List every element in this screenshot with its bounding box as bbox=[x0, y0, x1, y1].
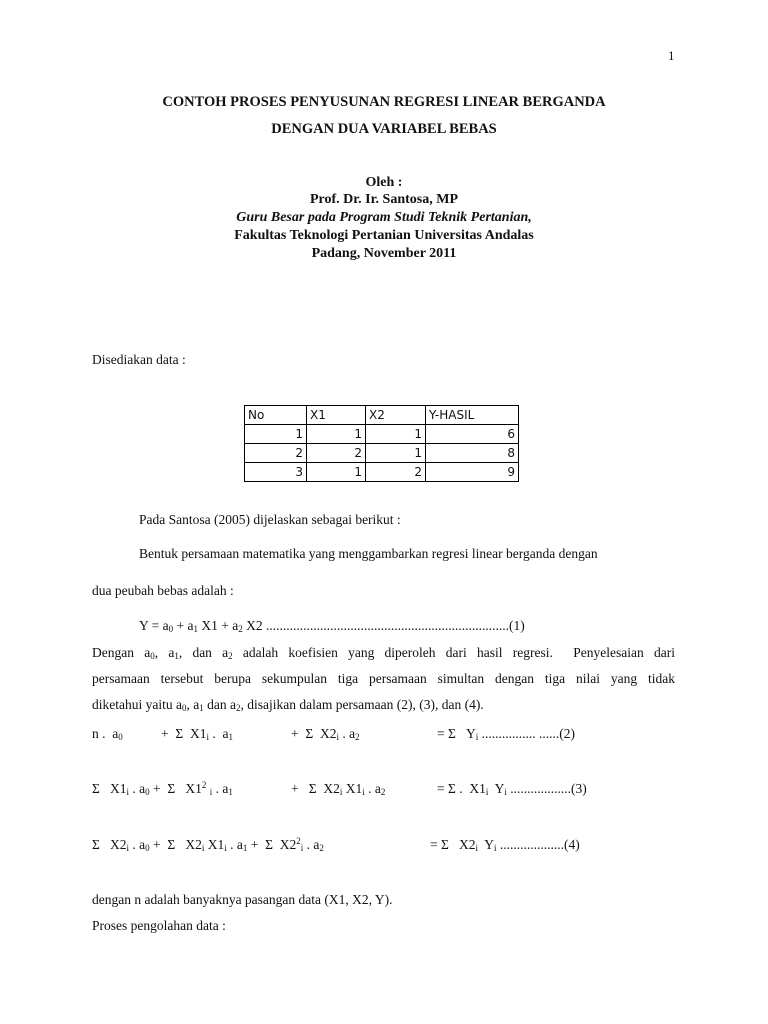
table-cell: 1 bbox=[307, 425, 366, 444]
page-number: 1 bbox=[668, 48, 675, 63]
table-cell: 1 bbox=[245, 425, 307, 444]
equation-1: $Y = a_0 + a_1$ $X1 + a_2$ X2 ........................................................................(1) bbox=[139, 618, 525, 634]
table-cell: 2 bbox=[307, 444, 366, 463]
equation-2-tail: ................ ......(2) bbox=[481, 726, 575, 741]
table-cell: 8 bbox=[426, 444, 519, 463]
title-line-2: DENGAN DUA VARIABEL BEBAS bbox=[271, 121, 497, 137]
table-cell: 1 bbox=[366, 444, 426, 463]
equation-4-tail: ...................(4) bbox=[499, 837, 580, 852]
data-table bbox=[244, 405, 519, 482]
paragraph-form-line-2: dua peubah bebas adalah : bbox=[92, 583, 234, 598]
paragraph-form-line-1: Bentuk persamaan matematika yang menggambarkan regresi linear berganda dengan bbox=[139, 546, 598, 561]
table-cell: 9 bbox=[426, 463, 519, 482]
author-by: Oleh : bbox=[365, 175, 403, 190]
table-header-cell: No bbox=[245, 406, 307, 425]
equation-1-tail: ........................................................................(1) bbox=[265, 618, 525, 633]
table-header-cell: Y-HASIL bbox=[426, 406, 519, 425]
table-cell: 2 bbox=[366, 463, 426, 482]
table-row bbox=[245, 444, 519, 463]
paragraph-coef-line-3: diketahui yaitu $a_0$, $a_1$ dan $a_2$, disajikan dalam persamaan (2), (3), dan (4). bbox=[92, 697, 484, 713]
author-faculty: Fakultas Teknologi Pertanian Universitas Andalas bbox=[234, 228, 534, 243]
author-role: Guru Besar pada Program Studi Teknik Pertanian, bbox=[236, 210, 532, 225]
equation-4: Σ $X2_i$ . $a_0 + \Sigma$ $X2_i$ $X1_i$ . $a_1 + \Sigma$ $X2^2_i$ . $a_2$ = Σ $X2_i$ $Y_i$ ...................(4) bbox=[92, 836, 580, 853]
table-cell: 6 bbox=[426, 425, 519, 444]
equation-3-tail: ..................(3) bbox=[510, 781, 587, 796]
paragraph-coef-line-1: Dengan $a_0$, $a_1$, dan $a_2$ adalah koefisien yang diperoleh dari hasil regresi. Penyelesaian dari bbox=[92, 645, 675, 661]
table-cell: 3 bbox=[245, 463, 307, 482]
author-place-date: Padang, November 2011 bbox=[311, 246, 457, 261]
table-cell: 2 bbox=[245, 444, 307, 463]
paragraph-coef-line-2: persamaan tersebut berupa sekumpulan tiga persamaan simultan dengan tiga nilai yang tidak bbox=[92, 671, 675, 686]
paragraph-process-heading: Proses pengolahan data : bbox=[92, 918, 226, 933]
equation-2: n . $a_0$ + Σ $X1_i$ . $a_1$ + Σ $X2_i$ . $a_2$ = Σ $Y_i$ ................ ......(2) bbox=[92, 726, 575, 742]
table-header-cell: X1 bbox=[307, 406, 366, 425]
title-line-1: CONTOH PROSES PENYUSUNAN REGRESI LINEAR BERGANDA bbox=[162, 94, 606, 110]
table-header-cell: X2 bbox=[366, 406, 426, 425]
author-name: Prof. Dr. Ir. Santosa, MP bbox=[309, 192, 459, 207]
equation-3: Σ $X1_i$ . $a_0 + \Sigma$ $X1^2$ $_i$ . $a_1$ + Σ $X2_i$ $X1_i$ . $a_2$ = Σ . $X1_i$ $Y_i$ ..................(3) bbox=[92, 780, 587, 797]
table-cell: 1 bbox=[307, 463, 366, 482]
intro-text: Disediakan data : bbox=[92, 352, 186, 367]
paragraph-n-definition: dengan n adalah banyaknya pasangan data (X1, X2, Y). bbox=[92, 892, 393, 907]
table-cell: 1 bbox=[366, 425, 426, 444]
paragraph-source: Pada Santosa (2005) dijelaskan sebagai berikut : bbox=[139, 512, 401, 527]
table-row bbox=[245, 463, 519, 482]
table-header-row bbox=[245, 406, 519, 425]
table-row bbox=[245, 425, 519, 444]
